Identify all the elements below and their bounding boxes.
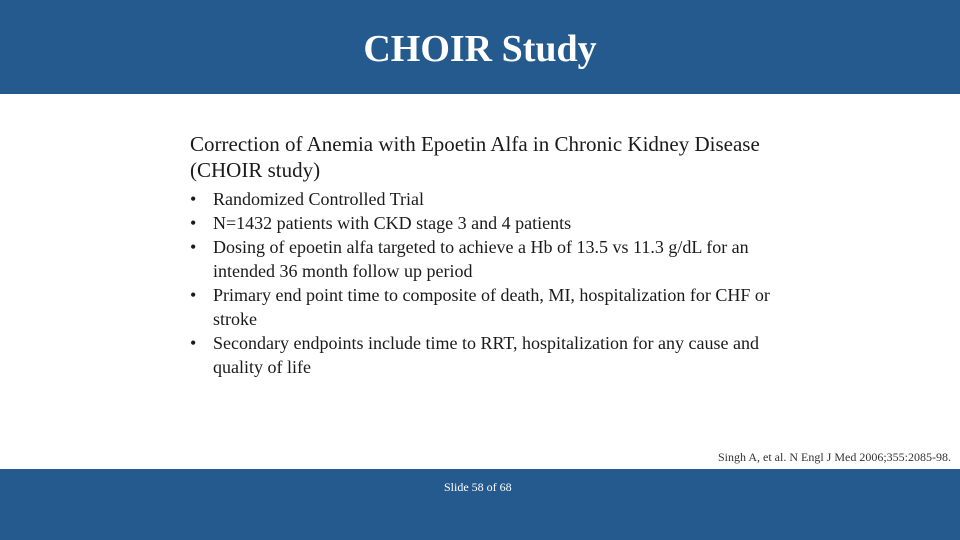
bullet-item — [190, 211, 790, 235]
intro-text: Correction of Anemia with Epoetin Alfa in Chronic Kidney Disease (CHOIR study) — [190, 132, 760, 182]
bullet-text: Primary end point time to composite of death, MI, hospitalization for CHF or stroke — [213, 285, 770, 329]
bullet-icon: • — [190, 189, 197, 209]
slide-number: Slide 58 of 68 — [444, 480, 512, 494]
bullet-list — [190, 187, 790, 379]
bullet-item — [190, 235, 790, 283]
bullet-icon: • — [190, 213, 197, 233]
citation: Singh A, et al. N Engl J Med 2006;355:2085-98. — [718, 450, 951, 464]
bullet-icon: • — [190, 237, 197, 257]
bullet-text: Randomized Controlled Trial — [213, 189, 424, 209]
bullet-text: Secondary endpoints include time to RRT, hospitalization for any cause and quality of life — [213, 333, 759, 377]
bullet-text: N=1432 patients with CKD stage 3 and 4 patients — [213, 213, 572, 233]
bullet-icon: • — [190, 333, 197, 353]
bullet-icon: • — [190, 285, 197, 305]
slide-body — [190, 131, 790, 379]
bullet-item — [190, 187, 790, 211]
bullet-item — [190, 283, 790, 331]
bullet-item — [190, 331, 790, 379]
slide-title: CHOIR Study — [363, 28, 597, 70]
bullet-text: Dosing of epoetin alfa targeted to achieve a Hb of 13.5 vs 11.3 g/dL for an intended 36 month follow up period — [213, 237, 749, 281]
